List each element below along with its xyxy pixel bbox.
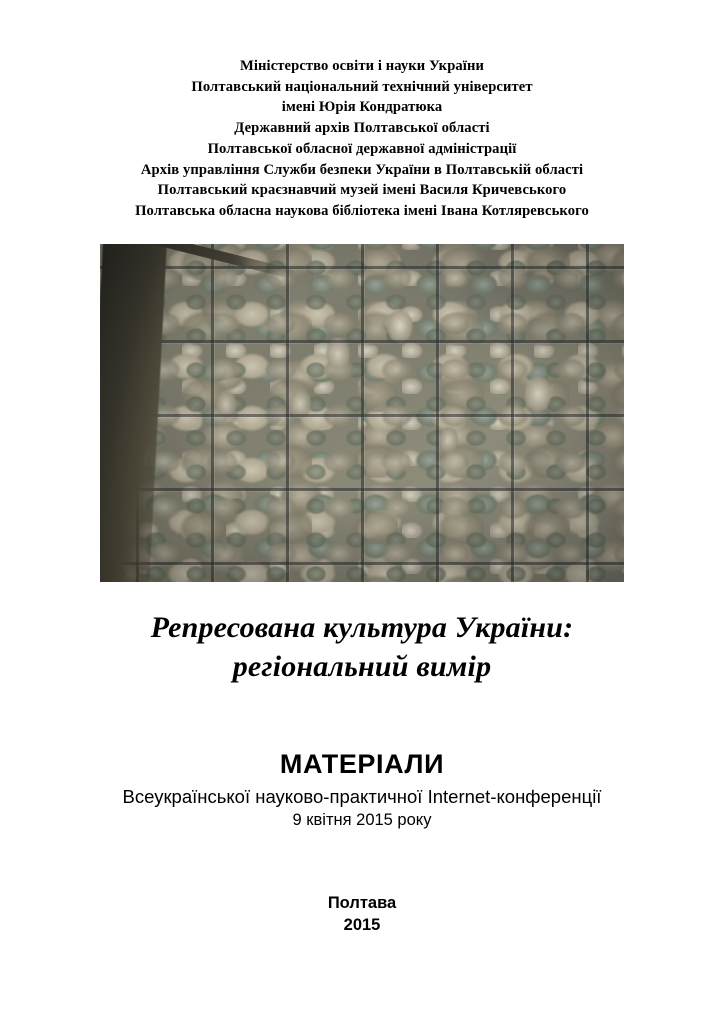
stone-faces-photo: [100, 244, 624, 582]
organisation-line: Полтавської обласної державної адміністрації: [207, 140, 517, 157]
photo-vignette-layer: [100, 244, 624, 582]
conference-subtitle: Всеукраїнської науково-практичної Internet-конференції: [122, 785, 602, 807]
imprint-year: 2015: [343, 916, 381, 935]
organisation-line: імені Юрія Кондратюка: [281, 99, 443, 116]
organisation-line: Полтавський національний технічний університет: [191, 78, 533, 95]
materials-heading: МАТЕРІАЛИ: [279, 748, 445, 779]
imprint-block: [328, 892, 396, 937]
page-title-line-2: регіональний вимір: [232, 650, 492, 684]
organisations-block: [40, 56, 684, 222]
organisation-line: Міністерство освіти і науки України: [240, 58, 484, 74]
materials-block: [123, 749, 602, 830]
conference-date: 9 квітня 2015 року: [292, 810, 432, 829]
organisation-line: Архів управління Служби безпеки України в Полтавській області: [140, 161, 584, 178]
organisation-line: Полтавський краєзнавчий музей імені Василя Кричевського: [157, 182, 567, 199]
page-title-line-1: Репресована культура України:: [150, 610, 574, 644]
organisation-line: Полтавська обласна наукова бібліотека імені Івана Котляревського: [135, 203, 589, 220]
organisation-line: Державний архів Полтавської області: [234, 120, 490, 137]
imprint-city: Полтава: [327, 893, 397, 912]
page-title: [151, 608, 574, 687]
cover-image: [100, 244, 624, 582]
